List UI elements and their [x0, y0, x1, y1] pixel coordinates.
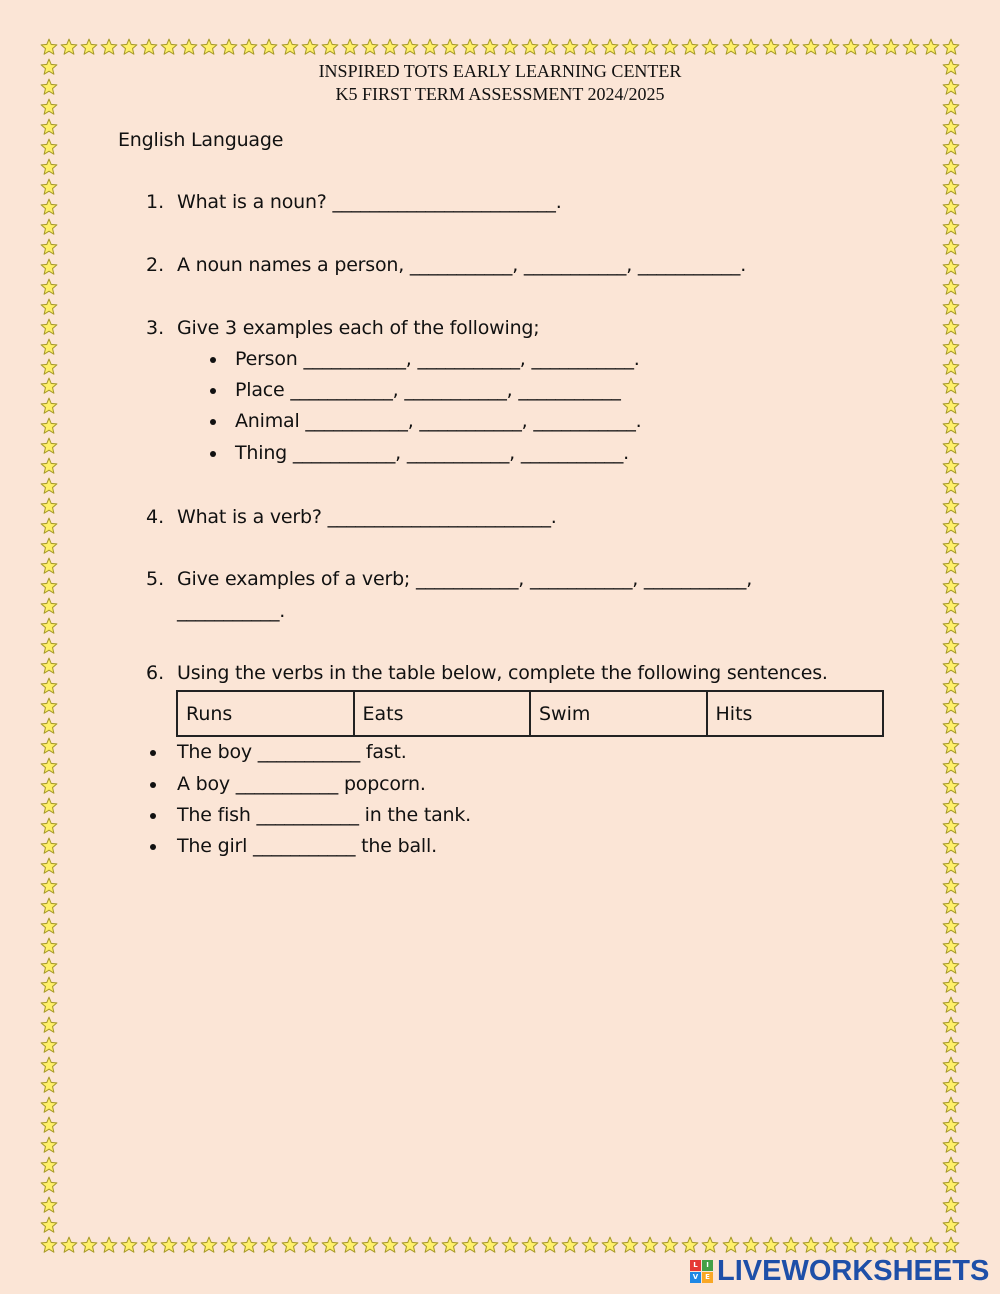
star-icon	[40, 158, 58, 176]
q3-item-thing: Thing ___________, ___________, ___________.	[235, 442, 629, 464]
star-icon	[40, 677, 58, 695]
star-icon	[862, 1236, 880, 1254]
star-icon	[401, 1236, 419, 1254]
q6-text: Using the verbs in the table below, complete the following sentences.	[177, 662, 828, 684]
star-icon	[641, 38, 659, 56]
q6-sentence: A boy ___________ popcorn.	[177, 773, 426, 795]
star-icon	[40, 817, 58, 835]
star-icon	[80, 1236, 98, 1254]
bullet	[210, 419, 216, 425]
star-icon	[942, 637, 960, 655]
star-icon	[361, 1236, 379, 1254]
star-icon	[942, 597, 960, 615]
star-icon	[40, 996, 58, 1014]
q3-number: 3.	[146, 317, 165, 339]
star-icon	[40, 857, 58, 875]
star-icon	[942, 258, 960, 276]
q3-text: Give 3 examples each of the following;	[177, 317, 540, 339]
star-icon	[60, 1236, 78, 1254]
star-icon	[40, 976, 58, 994]
bullet	[150, 813, 156, 819]
star-icon	[942, 1076, 960, 1094]
star-icon	[641, 1236, 659, 1254]
star-icon	[40, 1216, 58, 1234]
star-icon	[942, 497, 960, 515]
star-icon	[40, 517, 58, 535]
q6-number: 6.	[146, 662, 165, 684]
star-icon	[942, 1036, 960, 1054]
star-icon	[922, 38, 940, 56]
q5-number: 5.	[146, 568, 165, 590]
star-icon	[321, 38, 339, 56]
star-icon	[942, 937, 960, 955]
star-icon	[100, 1236, 118, 1254]
star-icon	[220, 38, 238, 56]
star-icon	[942, 717, 960, 735]
bullet	[150, 844, 156, 850]
star-icon	[40, 318, 58, 336]
star-icon	[220, 1236, 238, 1254]
star-icon	[541, 1236, 559, 1254]
star-icon	[942, 358, 960, 376]
star-icon	[40, 737, 58, 755]
star-icon	[782, 1236, 800, 1254]
star-icon	[942, 996, 960, 1014]
star-icon	[942, 1056, 960, 1074]
q3-item-place: Place ___________, ___________, ___________	[235, 379, 621, 401]
star-icon	[421, 1236, 439, 1254]
q3-item-animal: Animal ___________, ___________, ___________.	[235, 410, 642, 432]
star-icon	[40, 178, 58, 196]
star-icon	[501, 1236, 519, 1254]
star-icon	[40, 1096, 58, 1114]
star-icon	[942, 976, 960, 994]
star-icon	[942, 238, 960, 256]
star-icon	[40, 777, 58, 795]
star-icon	[461, 38, 479, 56]
star-icon	[681, 1236, 699, 1254]
star-icon	[40, 1136, 58, 1154]
star-icon	[842, 38, 860, 56]
star-icon	[942, 138, 960, 156]
star-icon	[140, 1236, 158, 1254]
star-icon	[942, 857, 960, 875]
star-icon	[40, 38, 58, 56]
star-icon	[40, 1016, 58, 1034]
star-icon	[461, 1236, 479, 1254]
star-icon	[160, 1236, 178, 1254]
star-icon	[40, 457, 58, 475]
star-icon	[40, 1176, 58, 1194]
star-icon	[481, 1236, 499, 1254]
star-icon	[621, 1236, 639, 1254]
q6-sentence: The fish ___________ in the tank.	[177, 804, 472, 826]
star-icon	[40, 697, 58, 715]
star-icon	[40, 1056, 58, 1074]
star-icon	[942, 1116, 960, 1134]
star-icon	[661, 38, 679, 56]
star-icon	[40, 1236, 58, 1254]
logo-letter: L	[690, 1260, 701, 1271]
star-icon	[942, 617, 960, 635]
star-icon	[942, 118, 960, 136]
star-icon	[40, 397, 58, 415]
star-icon	[40, 797, 58, 815]
star-icon	[942, 38, 960, 56]
star-icon	[281, 1236, 299, 1254]
star-icon	[942, 957, 960, 975]
bullet	[150, 750, 156, 756]
star-icon	[40, 497, 58, 515]
star-icon	[942, 198, 960, 216]
star-icon	[942, 537, 960, 555]
star-icon	[722, 1236, 740, 1254]
star-icon	[160, 38, 178, 56]
star-icon	[942, 158, 960, 176]
star-icon	[40, 377, 58, 395]
star-icon	[40, 877, 58, 895]
logo-letter: I	[702, 1260, 713, 1271]
star-icon	[701, 38, 719, 56]
star-icon	[40, 657, 58, 675]
star-icon	[40, 278, 58, 296]
star-icon	[762, 38, 780, 56]
star-icon	[942, 1136, 960, 1154]
star-icon	[40, 897, 58, 915]
star-icon	[40, 1036, 58, 1054]
star-icon	[180, 38, 198, 56]
star-icon	[341, 38, 359, 56]
star-icon	[40, 1156, 58, 1174]
star-icon	[942, 338, 960, 356]
logo-mark-icon	[690, 1260, 713, 1283]
star-icon	[521, 38, 539, 56]
star-icon	[802, 38, 820, 56]
star-icon	[40, 1196, 58, 1214]
star-icon	[40, 557, 58, 575]
star-icon	[942, 657, 960, 675]
star-icon	[822, 1236, 840, 1254]
star-icon	[521, 1236, 539, 1254]
star-icon	[942, 397, 960, 415]
star-icon	[581, 1236, 599, 1254]
star-icon	[240, 1236, 258, 1254]
star-icon	[40, 338, 58, 356]
star-icon	[381, 1236, 399, 1254]
star-icon	[80, 38, 98, 56]
subject-title: English Language	[118, 129, 284, 151]
star-icon	[40, 617, 58, 635]
school-name: INSPIRED TOTS EARLY LEARNING CENTER	[318, 61, 682, 81]
star-icon	[722, 38, 740, 56]
star-icon	[100, 38, 118, 56]
star-icon	[200, 38, 218, 56]
bullet	[210, 451, 216, 457]
star-icon	[942, 577, 960, 595]
star-icon	[942, 1216, 960, 1234]
star-icon	[581, 38, 599, 56]
star-icon	[942, 298, 960, 316]
star-icon	[802, 1236, 820, 1254]
verb-cell: Hits	[707, 691, 884, 736]
star-icon	[140, 38, 158, 56]
star-icon	[942, 1156, 960, 1174]
star-icon	[681, 38, 699, 56]
star-icon	[882, 38, 900, 56]
star-icon	[942, 318, 960, 336]
star-icon	[421, 38, 439, 56]
star-icon	[301, 38, 319, 56]
q1-text: What is a noun? ________________________.	[177, 191, 562, 213]
q5-text: Give examples of a verb; ___________, ___________, ___________,	[177, 568, 753, 590]
verb-cell: Swim	[530, 691, 707, 736]
star-icon	[120, 1236, 138, 1254]
assessment-title: K5 FIRST TERM ASSESSMENT 2024/2025	[335, 84, 665, 104]
star-icon	[942, 1176, 960, 1194]
star-icon	[40, 118, 58, 136]
star-icon	[942, 377, 960, 395]
star-icon	[341, 1236, 359, 1254]
star-icon	[180, 1236, 198, 1254]
star-icon	[40, 417, 58, 435]
star-icon	[40, 218, 58, 236]
star-icon	[200, 1236, 218, 1254]
star-icon	[942, 677, 960, 695]
star-icon	[882, 1236, 900, 1254]
star-icon	[822, 38, 840, 56]
star-icon	[561, 38, 579, 56]
star-icon	[40, 298, 58, 316]
q2-text: A noun names a person, ___________, ___________, ___________.	[177, 254, 747, 276]
star-icon	[601, 1236, 619, 1254]
star-icon	[40, 937, 58, 955]
star-icon	[40, 437, 58, 455]
star-icon	[661, 1236, 679, 1254]
logo-text: LIVEWORKSHEETS	[717, 1254, 990, 1287]
star-icon	[40, 1076, 58, 1094]
star-icon	[40, 198, 58, 216]
star-icon	[742, 38, 760, 56]
star-icon	[782, 38, 800, 56]
logo-letter: E	[702, 1272, 713, 1283]
star-icon	[481, 38, 499, 56]
verb-table	[176, 690, 884, 737]
q2-number: 2.	[146, 254, 165, 276]
star-icon	[281, 38, 299, 56]
star-icon	[40, 917, 58, 935]
star-icon	[120, 38, 138, 56]
star-icon	[40, 477, 58, 495]
q3-item-person: Person ___________, ___________, ___________.	[235, 348, 640, 370]
star-icon	[942, 457, 960, 475]
star-icon	[742, 1236, 760, 1254]
star-icon	[942, 777, 960, 795]
star-icon	[621, 38, 639, 56]
star-icon	[922, 1236, 940, 1254]
star-icon	[321, 1236, 339, 1254]
star-icon	[381, 38, 399, 56]
star-icon	[561, 1236, 579, 1254]
star-icon	[541, 38, 559, 56]
logo-letter: V	[690, 1272, 701, 1283]
star-icon	[942, 1236, 960, 1254]
star-icon	[942, 557, 960, 575]
star-icon	[40, 258, 58, 276]
star-icon	[902, 38, 920, 56]
star-icon	[40, 577, 58, 595]
bullet	[210, 357, 216, 363]
star-icon	[942, 178, 960, 196]
star-icon	[942, 917, 960, 935]
q6-sentence: The girl ___________ the ball.	[177, 835, 437, 857]
star-icon	[842, 1236, 860, 1254]
star-icon	[862, 38, 880, 56]
star-icon	[942, 1096, 960, 1114]
star-icon	[441, 1236, 459, 1254]
star-icon	[701, 1236, 719, 1254]
star-icon	[942, 697, 960, 715]
star-icon	[942, 517, 960, 535]
q5-text-continued: ___________.	[177, 600, 286, 622]
star-icon	[240, 38, 258, 56]
star-icon	[260, 38, 278, 56]
star-icon	[942, 437, 960, 455]
star-icon	[40, 757, 58, 775]
star-icon	[40, 717, 58, 735]
star-icon	[60, 38, 78, 56]
star-icon	[942, 218, 960, 236]
star-icon	[361, 38, 379, 56]
star-icon	[601, 38, 619, 56]
star-icon	[942, 278, 960, 296]
star-icon	[942, 737, 960, 755]
star-icon	[942, 817, 960, 835]
bullet	[150, 782, 156, 788]
star-icon	[40, 837, 58, 855]
star-icon	[942, 897, 960, 915]
star-icon	[260, 1236, 278, 1254]
star-icon	[40, 597, 58, 615]
star-icon	[40, 1116, 58, 1134]
table-row	[177, 691, 883, 736]
star-icon	[942, 797, 960, 815]
star-icon	[40, 637, 58, 655]
star-icon	[942, 877, 960, 895]
verb-cell: Eats	[354, 691, 531, 736]
star-icon	[902, 1236, 920, 1254]
star-icon	[40, 957, 58, 975]
star-icon	[762, 1236, 780, 1254]
star-icon	[501, 38, 519, 56]
star-icon	[942, 1196, 960, 1214]
q4-number: 4.	[146, 506, 165, 528]
star-icon	[40, 238, 58, 256]
q4-text: What is a verb? ________________________.	[177, 506, 557, 528]
bullet	[210, 388, 216, 394]
star-icon	[942, 757, 960, 775]
star-icon	[942, 1016, 960, 1034]
star-icon	[40, 358, 58, 376]
star-icon	[40, 138, 58, 156]
verb-cell: Runs	[177, 691, 354, 736]
star-icon	[301, 1236, 319, 1254]
star-icon	[942, 417, 960, 435]
star-icon	[942, 837, 960, 855]
q1-number: 1.	[146, 191, 165, 213]
star-icon	[942, 477, 960, 495]
q6-sentence: The boy ___________ fast.	[177, 741, 407, 763]
liveworksheets-logo[interactable]	[690, 1256, 989, 1286]
star-icon	[441, 38, 459, 56]
star-icon	[401, 38, 419, 56]
star-icon	[40, 537, 58, 555]
